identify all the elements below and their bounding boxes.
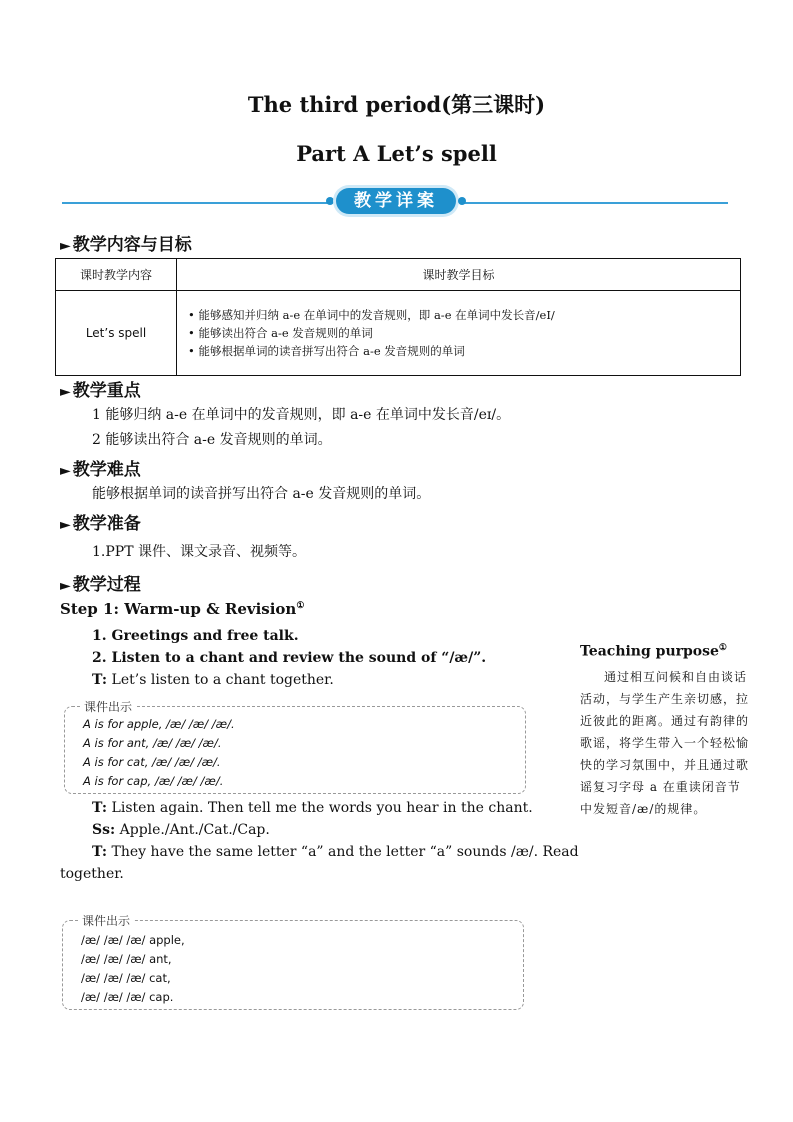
dialogue-line: T: They have the same letter “a” and the letter “a” sounds /æ/. Read — [92, 844, 579, 860]
chant-line: A is for cap, /æ/ /æ/ /æ/. — [83, 774, 224, 788]
step1-title: Step 1: Warm-up & Revision① — [60, 600, 305, 618]
section-banner — [326, 186, 466, 216]
banner-rule-left — [62, 202, 330, 204]
step1-item-1: 1. Greetings and free talk. — [92, 628, 299, 644]
section-heading-goals: ► 教学内容与目标 — [60, 235, 192, 255]
goals-table — [55, 258, 741, 376]
preparation-text: 1.PPT 课件、课文录音、视频等。 — [92, 544, 306, 560]
speaker: T: — [92, 844, 108, 860]
triangle-icon: ► — [60, 384, 71, 400]
banner-rule-right — [462, 202, 728, 204]
triangle-icon: ► — [60, 578, 71, 594]
triangle-icon: ► — [60, 517, 71, 533]
goal-item: • 能够根据单词的读音拼写出符合 a-e 发音规则的单词 — [188, 344, 465, 358]
difficulty-text: 能够根据单词的读音拼写出符合 a-e 发音规则的单词。 — [92, 486, 431, 502]
chant-line: /æ/ /æ/ /æ/ cat, — [81, 971, 171, 985]
page-subtitle: Part A Let’s spell — [296, 141, 497, 166]
table-header-content: 课时教学内容 — [56, 259, 177, 291]
step1-item-2: 2. Listen to a chant and review the sound of “/æ/”. — [92, 650, 487, 666]
page-title: The third period(第三课时) — [247, 92, 546, 117]
teaching-purpose-text: 通过相互问候和自由谈话活动，与学生产生亲切感，拉近彼此的距离。通过有韵律的歌谣，将学生带入一个轻松愉快的学习氛围中，并且通过歌谣复习字母 a 在重读闭音节中发短音/æ/的规律。 — [580, 670, 750, 816]
teaching-purpose-title: Teaching purpose① — [580, 643, 727, 660]
table-header-row — [56, 259, 741, 291]
speaker: Ss: — [92, 822, 116, 838]
box-label: 课件出示 — [81, 698, 135, 715]
dialogue-line: T: Listen again. Then tell me the words you hear in the chant. — [92, 800, 533, 816]
chant-line: /æ/ /æ/ /æ/ ant, — [81, 952, 172, 966]
table-header-goals: 课时教学目标 — [177, 259, 741, 291]
chant-line: A is for cat, /æ/ /æ/ /æ/. — [83, 755, 221, 769]
chant-line: A is for ant, /æ/ /æ/ /æ/. — [83, 736, 222, 750]
chant-line: /æ/ /æ/ /æ/ apple, — [81, 933, 185, 947]
banner-dot-right — [458, 197, 466, 205]
goal-item: • 能够感知并归纳 a-e 在单词中的发音规则，即 a-e 在单词中发长音/eI/ — [188, 308, 555, 322]
banner-dot-left — [326, 197, 334, 205]
courseware-box-2 — [62, 914, 524, 1010]
section-heading-preparation: ► 教学准备 — [60, 514, 141, 534]
goal-item: • 能够读出符合 a-e 发音规则的单词 — [188, 326, 373, 340]
speaker: T: — [92, 672, 108, 688]
key-point-2: 2 能够读出符合 a-e 发音规则的单词。 — [92, 432, 332, 448]
table-cell-content: Let’s spell — [56, 291, 177, 376]
triangle-icon: ► — [60, 463, 71, 479]
chant-line: A is for apple, /æ/ /æ/ /æ/. — [83, 717, 235, 731]
footnote-mark: ① — [718, 643, 727, 653]
footnote-mark: ① — [296, 601, 305, 611]
key-point-1: 1 能够归纳 a-e 在单词中的发音规则，即 a-e 在单词中发长音/eɪ/。 — [92, 407, 511, 423]
speaker: T: — [92, 800, 108, 816]
section-heading-difficulties: ► 教学难点 — [60, 460, 141, 480]
table-cell-goals — [177, 291, 741, 376]
banner-label: 教学详案 — [336, 188, 456, 214]
triangle-icon: ► — [60, 238, 71, 254]
dialogue-continuation: together. — [60, 866, 124, 882]
section-heading-process: ► 教学过程 — [60, 575, 141, 595]
box-label: 课件出示 — [79, 912, 133, 929]
chant-line: /æ/ /æ/ /æ/ cap. — [81, 990, 174, 1004]
dialogue-line: T: Let’s listen to a chant together. — [92, 672, 334, 688]
section-heading-key-points: ► 教学重点 — [60, 381, 141, 401]
table-row — [56, 291, 741, 376]
courseware-box-1 — [64, 700, 526, 794]
dialogue-line: Ss: Apple./Ant./Cat./Cap. — [92, 822, 270, 838]
